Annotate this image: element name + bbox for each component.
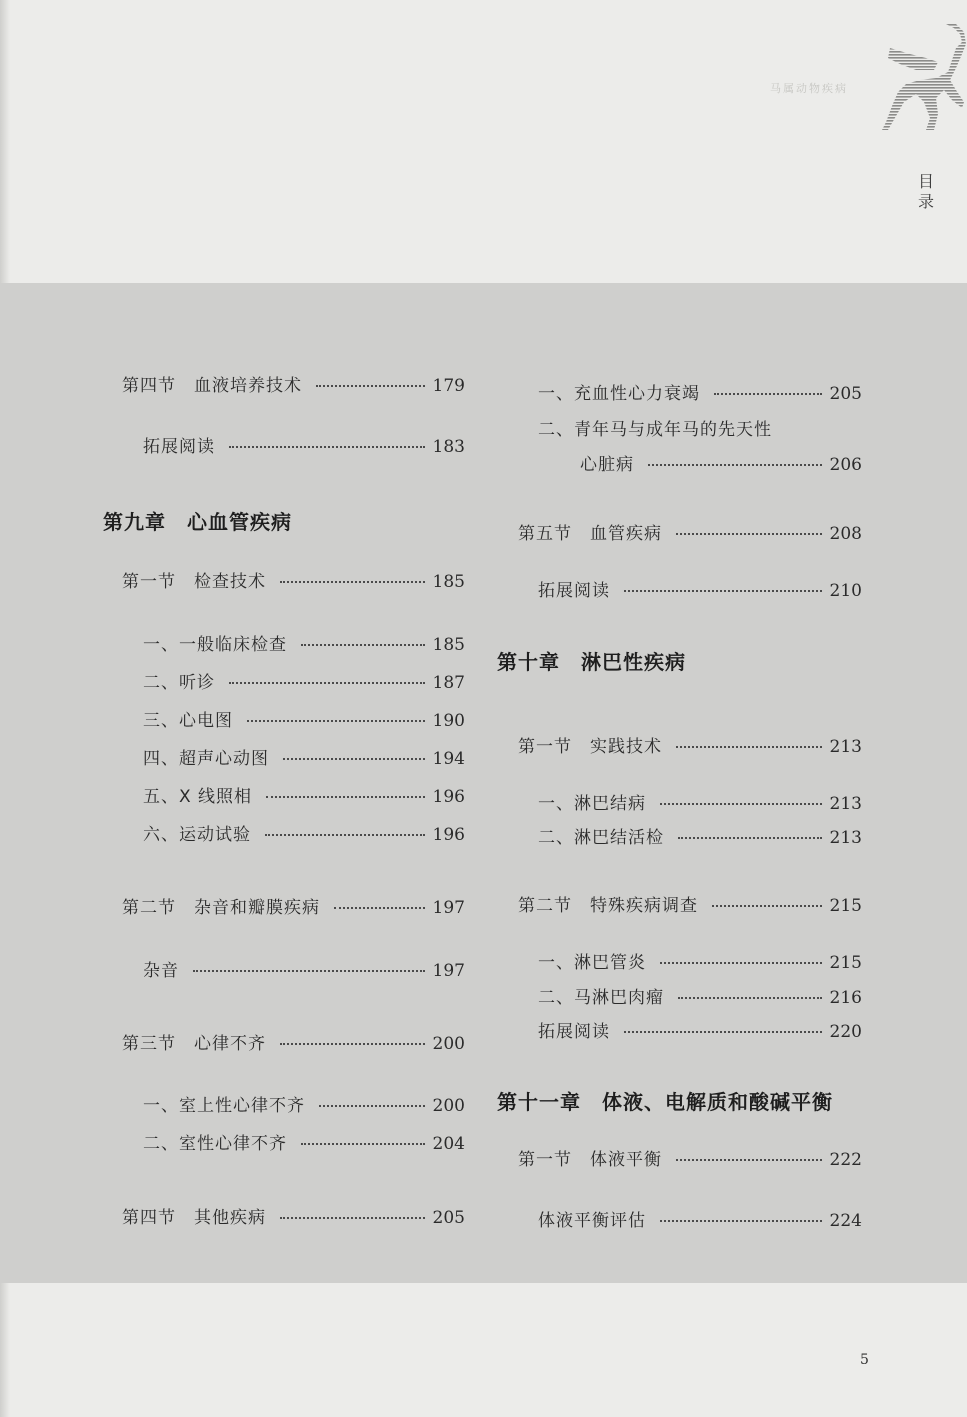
section-label: 目录 xyxy=(917,172,934,211)
leader-dots xyxy=(247,718,425,722)
toc-entry[interactable] xyxy=(143,782,465,807)
toc-entry-page: 185 xyxy=(432,572,465,592)
toc-entry[interactable] xyxy=(518,1145,862,1170)
toc-entry-title: 二、青年马与成年马的先天性 xyxy=(538,420,772,440)
toc-entry-title: 一、淋巴管炎 xyxy=(538,953,646,973)
toc-entry-page: 215 xyxy=(829,896,862,916)
toc-entry-title: 二、马淋巴肉瘤 xyxy=(538,988,664,1008)
toc-entry-page: 215 xyxy=(829,953,862,973)
toc-entry[interactable] xyxy=(538,1017,862,1042)
toc-entry[interactable] xyxy=(518,891,862,916)
toc-entry-title: 一、室上性心律不齐 xyxy=(143,1096,305,1116)
leader-dots xyxy=(265,832,425,836)
toc-entry-title: 二、淋巴结活检 xyxy=(538,828,664,848)
toc-entry-page: 213 xyxy=(829,828,862,848)
toc-entry-title: 第四节 其他疾病 xyxy=(122,1208,266,1228)
toc-entry-page: 200 xyxy=(432,1096,465,1116)
toc-entry-page: 205 xyxy=(432,1208,465,1228)
toc-entry-page: 208 xyxy=(829,524,862,544)
toc-entry-title: 一、淋巴结病 xyxy=(538,794,646,814)
chapter-heading[interactable]: 第九章 心血管疾病 xyxy=(103,510,292,534)
leader-dots xyxy=(301,642,425,646)
toc-entry-page: 196 xyxy=(432,825,465,845)
page-number: 5 xyxy=(860,1352,869,1368)
toc-entry[interactable] xyxy=(538,415,772,440)
leader-dots xyxy=(319,1103,425,1107)
toc-entry[interactable] xyxy=(143,630,465,655)
toc-entry-page: 200 xyxy=(432,1034,465,1054)
toc-entry-title: 拓展阅读 xyxy=(538,581,610,601)
toc-entry[interactable] xyxy=(538,948,862,973)
toc-entry-title: 五、X 线照相 xyxy=(143,787,253,807)
leader-dots xyxy=(714,391,822,395)
leader-dots xyxy=(280,579,425,583)
leader-dots xyxy=(660,1218,822,1222)
toc-entry-title: 第二节 杂音和瓣膜疾病 xyxy=(122,898,320,918)
leader-dots xyxy=(283,756,425,760)
toc-entry[interactable] xyxy=(580,450,862,475)
toc-entry[interactable] xyxy=(122,1029,465,1054)
leader-dots xyxy=(301,1141,425,1145)
toc-entry[interactable] xyxy=(143,668,465,693)
leader-dots xyxy=(229,680,425,684)
toc-entry-title: 二、室性心律不齐 xyxy=(143,1134,287,1154)
leader-dots xyxy=(624,1029,822,1033)
toc-entry-page: 197 xyxy=(432,898,465,918)
toc-entry-page: 196 xyxy=(432,787,465,807)
toc-entry[interactable] xyxy=(143,820,465,845)
toc-entry[interactable] xyxy=(122,567,465,592)
leader-dots xyxy=(712,903,822,907)
toc-entry-page: 206 xyxy=(829,455,862,475)
toc-entry-title: 三、心电图 xyxy=(143,711,233,731)
toc-entry-title: 第一节 体液平衡 xyxy=(518,1150,662,1170)
toc-entry[interactable] xyxy=(538,1206,862,1231)
toc-entry-title: 拓展阅读 xyxy=(538,1022,610,1042)
toc-entry-title: 一、一般临床检查 xyxy=(143,635,287,655)
toc-entry-page: 197 xyxy=(432,961,465,981)
toc-entry[interactable] xyxy=(538,983,862,1008)
toc-entry[interactable] xyxy=(538,576,862,601)
toc-entry-title: 六、运动试验 xyxy=(143,825,251,845)
leader-dots xyxy=(193,968,425,972)
toc-entry[interactable] xyxy=(538,379,862,404)
toc-entry-page: 213 xyxy=(829,794,862,814)
toc-entry-page: 190 xyxy=(432,711,465,731)
leader-dots xyxy=(648,462,822,466)
toc-entry[interactable] xyxy=(122,893,465,918)
toc-entry-page: 220 xyxy=(829,1022,862,1042)
toc-entry[interactable] xyxy=(143,1129,465,1154)
toc-entry[interactable] xyxy=(122,1203,465,1228)
toc-entry-page: 179 xyxy=(432,376,465,396)
toc-entry-title: 二、听诊 xyxy=(143,673,215,693)
toc-entry[interactable] xyxy=(518,519,862,544)
toc-entry-title: 四、超声心动图 xyxy=(143,749,269,769)
galloping-horse-icon xyxy=(876,18,966,138)
toc-entry-page: 194 xyxy=(432,749,465,769)
leader-dots xyxy=(678,835,822,839)
toc-entry-title: 第五节 血管疾病 xyxy=(518,524,662,544)
toc-entry-title: 体液平衡评估 xyxy=(538,1211,646,1231)
toc-entry-title: 第一节 检查技术 xyxy=(122,572,266,592)
toc-entry-page: 224 xyxy=(829,1211,862,1231)
toc-entry-title: 一、充血性心力衰竭 xyxy=(538,384,700,404)
toc-entry-page: 210 xyxy=(829,581,862,601)
toc-entry[interactable] xyxy=(518,732,862,757)
toc-entry-title: 第二节 特殊疾病调查 xyxy=(518,896,698,916)
leader-dots xyxy=(624,588,822,592)
toc-entry[interactable] xyxy=(143,432,465,457)
toc-entry-title: 杂音 xyxy=(143,961,179,981)
toc-entry[interactable] xyxy=(538,789,862,814)
toc-entry-page: 205 xyxy=(829,384,862,404)
leader-dots xyxy=(678,995,822,999)
toc-entry-page: 213 xyxy=(829,737,862,757)
toc-entry-page: 183 xyxy=(432,437,465,457)
toc-entry[interactable] xyxy=(143,744,465,769)
leader-dots xyxy=(280,1041,425,1045)
toc-entry[interactable] xyxy=(143,956,465,981)
toc-entry[interactable] xyxy=(143,1091,465,1116)
leader-dots xyxy=(676,744,822,748)
faint-running-header: 马属动物疾病 xyxy=(770,82,848,95)
toc-entry-page: 222 xyxy=(829,1150,862,1170)
toc-entry[interactable] xyxy=(122,371,465,396)
toc-entry-page: 185 xyxy=(432,635,465,655)
leader-dots xyxy=(676,531,822,535)
leader-dots xyxy=(280,1215,425,1219)
toc-entry-page: 204 xyxy=(432,1134,465,1154)
leader-dots xyxy=(334,905,425,909)
leader-dots xyxy=(676,1157,822,1161)
toc-entry-title: 拓展阅读 xyxy=(143,437,215,457)
leader-dots xyxy=(316,383,425,387)
leader-dots xyxy=(660,960,822,964)
leader-dots xyxy=(660,801,822,805)
leader-dots xyxy=(266,794,424,798)
toc-entry-page: 216 xyxy=(829,988,862,1008)
toc-entry[interactable] xyxy=(143,706,465,731)
chapter-heading[interactable]: 第十章 淋巴性疾病 xyxy=(497,650,686,674)
toc-entry-title: 第一节 实践技术 xyxy=(518,737,662,757)
toc-entry-title: 第四节 血液培养技术 xyxy=(122,376,302,396)
toc-entry-page: 187 xyxy=(432,673,465,693)
leader-dots xyxy=(229,444,425,448)
chapter-heading[interactable]: 第十一章 体液、电解质和酸碱平衡 xyxy=(497,1090,833,1114)
toc-entry[interactable] xyxy=(538,823,862,848)
toc-entry-title: 心脏病 xyxy=(580,455,634,475)
toc-entry-title: 第三节 心律不齐 xyxy=(122,1034,266,1054)
